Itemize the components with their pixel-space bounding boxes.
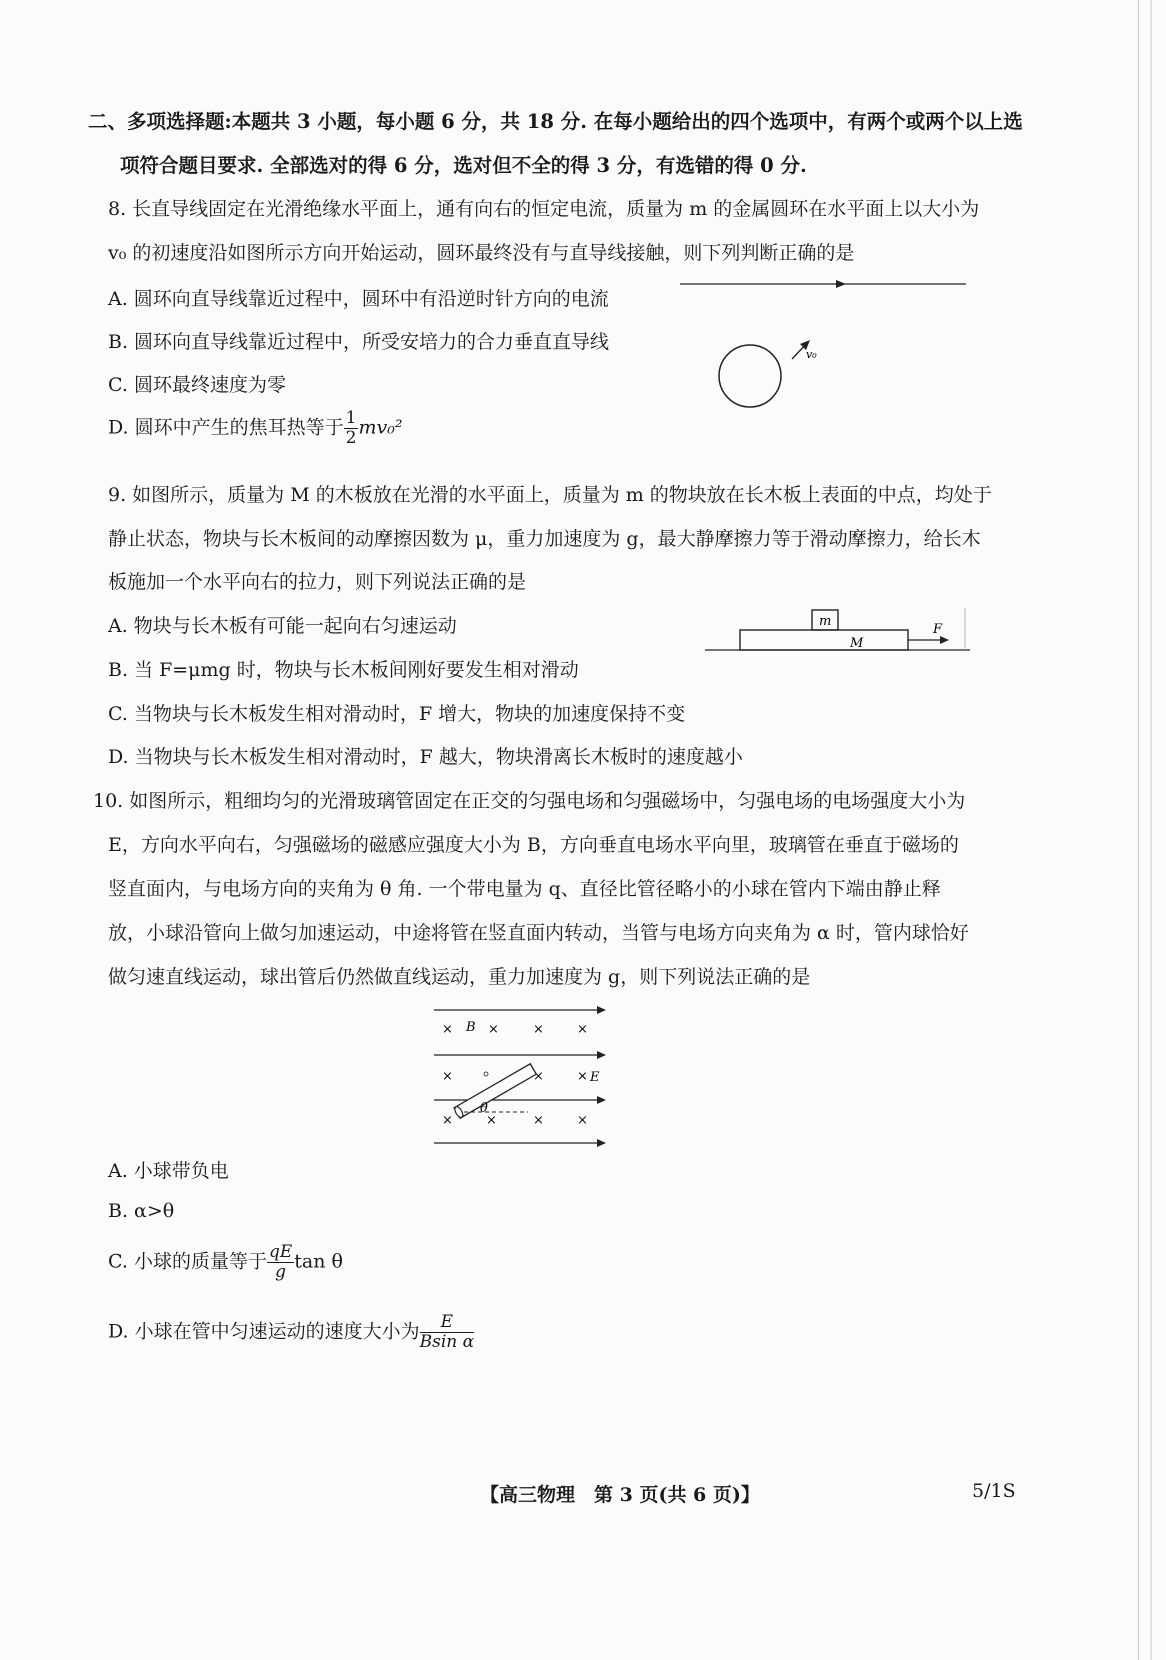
q10-cross-r2-4: ×: [577, 1069, 588, 1084]
q9-option-c: C. 当物块与长木板发生相对滑动时，F 增大，物块的加速度保持不变: [108, 703, 686, 725]
q10-d-denominator: Bsin α: [419, 1332, 475, 1352]
q9-stem-line1: 9. 如图所示，质量为 M 的木板放在光滑的水平面上，质量为 m 的物块放在长木板上表面的中点，均处于: [108, 484, 992, 506]
section-heading-line2: 项符合题目要求. 全部选对的得 6 分，选对但不全的得 3 分，有选错的得 0 分.: [120, 154, 807, 177]
q9-stem-line2: 静止状态，物块与长木板间的动摩擦因数为 μ，重力加速度为 g，最大静摩擦力等于滑动摩擦力，给长木: [108, 528, 981, 550]
q10-option-b: B. α>θ: [108, 1200, 175, 1222]
q8-stem-line2: v₀ 的初速度沿如图所示方向开始运动，圆环最终没有与直导线接触，则下列判断正确的是: [108, 242, 855, 264]
q10-option-d-text: D. 小球在管中匀速运动的速度大小为: [108, 1320, 420, 1343]
page-code: 5/1S: [972, 1480, 1016, 1502]
q9-force-label: F: [933, 622, 943, 637]
q8-option-d: [108, 410, 402, 447]
q8-ring: [719, 345, 781, 407]
q9-figure: [705, 604, 975, 674]
q10-d-fraction: [420, 1314, 475, 1351]
q10-cross-r3-3: ×: [533, 1113, 544, 1128]
q10-field-arrow-3: [597, 1096, 606, 1104]
q10-cross-r1-4: ×: [577, 1022, 588, 1037]
q10-field-arrow-1: [597, 1006, 606, 1014]
q10-stem-line5: 做匀速直线运动，球出管后仍然做直线运动，重力加速度为 g，则下列说法正确的是: [108, 966, 811, 988]
q10-option-d: [108, 1314, 474, 1351]
q10-cross-r3-1: ×: [442, 1113, 453, 1128]
q10-cross-r1-3: ×: [533, 1022, 544, 1037]
section-heading-line1: 二、多项选择题:本题共 3 小题，每小题 6 分，共 18 分. 在每小题给出的四个选项中，有两个或两个以上选: [88, 110, 1023, 133]
q8-option-b: B. 圆环向直导线靠近过程中，所受安培力的合力垂直直导线: [108, 331, 610, 353]
q10-field-arrow-4: [597, 1139, 606, 1147]
q9-option-a: A. 物块与长木板有可能一起向右匀速运动: [108, 615, 457, 637]
q10-cross-r2-1: ×: [442, 1069, 453, 1084]
q10-option-a: A. 小球带负电: [108, 1160, 229, 1182]
q10-cross-r1-2: ×: [488, 1022, 499, 1037]
q10-B-label: B: [466, 1020, 476, 1035]
q8-fraction-denominator: 2: [345, 428, 357, 448]
q10-figure: [428, 1000, 613, 1150]
q9-board: [740, 630, 908, 650]
q10-tube-body: [454, 1064, 536, 1118]
scan-edge-shadow: [1150, 0, 1152, 1660]
page-footer: 【高三物理 第 3 页(共 6 页)】: [480, 1484, 760, 1506]
q10-glass-tube: [453, 1064, 536, 1119]
q8-option-c: C. 圆环最终速度为零: [108, 374, 286, 396]
q10-field-arrow-2: [597, 1051, 606, 1059]
q10-c-denominator: g: [275, 1262, 287, 1282]
q9-force-arrowhead: [940, 636, 949, 644]
q10-theta-label: θ: [480, 1101, 488, 1116]
q10-stem-line1: 10. 如图所示，粗细均匀的光滑玻璃管固定在正交的匀强电场和匀强磁场中，匀强电场的电场强度大小为: [93, 790, 966, 812]
q8-v0-label: v₀: [806, 348, 817, 361]
q10-cross-r3-4: ×: [577, 1113, 588, 1128]
q9-board-label: M: [850, 636, 864, 651]
q8-fraction: [344, 410, 359, 447]
scan-edge-line: [1138, 0, 1139, 1660]
q9-stem-line3: 板施加一个水平向右的拉力，则下列说法正确的是: [108, 571, 527, 593]
q10-cross-r2-3: ×: [533, 1069, 544, 1084]
q10-E-label: E: [590, 1070, 600, 1085]
q10-stem-line3: 竖直面内，与电场方向的夹角为 θ 角. 一个带电量为 q、直径比管径略小的小球在管内下端由静止释: [108, 878, 941, 900]
q8-option-d-expression: mv₀²: [358, 416, 403, 439]
q10-cross-r1-1: ×: [442, 1022, 453, 1037]
q9-option-b: B. 当 F=μmg 时，物块与长木板间刚好要发生相对滑动: [108, 659, 579, 681]
q10-c-fraction: [267, 1244, 294, 1281]
q8-option-d-text: D. 圆环中产生的焦耳热等于: [108, 416, 344, 439]
q10-option-c-expression: tan θ: [294, 1250, 343, 1273]
q10-ball: [484, 1072, 488, 1076]
q8-current-arrow: [836, 280, 846, 288]
q9-block-label: m: [819, 614, 832, 629]
q8-fraction-numerator: 1: [345, 408, 357, 428]
q10-stem-line4: 放，小球沿管向上做匀加速运动，中途将管在竖直面内转动，当管与电场方向夹角为 α 时，管内球恰好: [108, 922, 969, 944]
q9-option-d: D. 当物块与长木板发生相对滑动时，F 越大，物块滑离长木板时的速度越小: [108, 746, 743, 768]
q8-stem-line1: 8. 长直导线固定在光滑绝缘水平面上，通有向右的恒定电流，质量为 m 的金属圆环在水平面上以大小为: [108, 198, 980, 220]
q10-option-c-text: C. 小球的质量等于: [108, 1250, 267, 1273]
q8-option-a: A. 圆环向直导线靠近过程中，圆环中有沿逆时针方向的电流: [108, 288, 609, 310]
q10-c-numerator: qE: [268, 1242, 293, 1262]
q10-d-numerator: E: [420, 1314, 475, 1333]
q10-stem-line2: E，方向水平向右，匀强磁场的磁感应强度大小为 B，方向垂直电场水平向里，玻璃管在垂直于磁场的: [108, 834, 959, 856]
q10-cross-r3-2: ×: [486, 1113, 497, 1128]
q10-option-c: [108, 1244, 343, 1281]
q8-figure: [676, 268, 976, 418]
